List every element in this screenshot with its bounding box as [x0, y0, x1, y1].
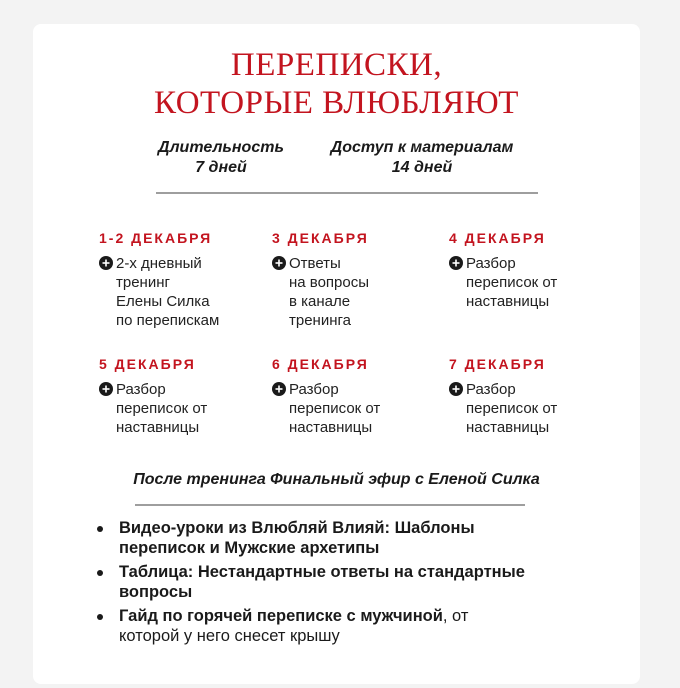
plus-circle-icon [272, 256, 286, 270]
schedule-line: переписок от [116, 400, 208, 417]
bonus-line-rest: , от [442, 607, 469, 625]
schedule-item [272, 356, 442, 437]
schedule-line: Разбор [466, 255, 516, 272]
bonus-line: вопросы [119, 583, 193, 601]
page-title [33, 46, 640, 122]
schedule-item [272, 230, 442, 330]
after-training-note: После тренинга Финальный эфир с Еленой Силка [133, 471, 540, 488]
schedule-description [272, 380, 442, 437]
title-line-2: КОТОРЫЕ ВЛЮБЛЯЮТ [154, 85, 519, 121]
schedule-item [99, 230, 269, 330]
access-value: 14 дней [391, 159, 453, 176]
title-line-1: ПЕРЕПИСКИ, [230, 47, 443, 83]
schedule-line: на вопросы [289, 274, 370, 291]
schedule-line: по перепискам [116, 312, 220, 329]
list-item [97, 606, 597, 646]
schedule-date: 1-2 ДЕКАБРЯ [99, 230, 213, 246]
schedule-description [272, 254, 442, 330]
bonus-line: которой у него снесет крышу [119, 627, 340, 645]
schedule-line: переписок от [466, 400, 558, 417]
schedule-line: Разбор [289, 381, 339, 398]
schedule-date: 5 ДЕКАБРЯ [99, 356, 196, 372]
schedule-date: 7 ДЕКАБРЯ [449, 356, 546, 372]
duration-value: 7 дней [195, 159, 247, 176]
plus-circle-icon [99, 256, 113, 270]
schedule-date: 6 ДЕКАБРЯ [272, 356, 369, 372]
bullet-dot-icon [97, 570, 103, 576]
schedule-description [99, 254, 269, 330]
schedule-item [449, 230, 619, 311]
schedule-line: наставницы [466, 293, 550, 310]
bonus-line: Таблица: Нестандартные ответы на стандартные [119, 563, 525, 581]
schedule-line: Разбор [466, 381, 516, 398]
program-card [33, 24, 640, 684]
plus-circle-icon [272, 382, 286, 396]
schedule-item [449, 356, 619, 437]
bullet-dot-icon [97, 614, 103, 620]
schedule-line: Ответы [289, 255, 341, 272]
schedule-description [99, 380, 269, 437]
access-block [317, 138, 527, 178]
list-item [97, 518, 597, 558]
schedule-line: Елены Силка [116, 293, 210, 310]
bullet-dot-icon [97, 526, 103, 532]
bonus-line-strong: Гайд по горячей переписке с мужчиной [119, 607, 443, 625]
schedule-line: переписок от [289, 400, 381, 417]
schedule-line: наставницы [289, 419, 373, 436]
plus-circle-icon [449, 382, 463, 396]
divider-top [156, 192, 538, 194]
schedule-date: 3 ДЕКАБРЯ [272, 230, 369, 246]
bonus-line: Видео-уроки из Влюбляй Влияй: Шаблоны [119, 519, 475, 537]
duration-label: Длительность [158, 139, 284, 156]
schedule-line: тренинга [289, 312, 351, 329]
schedule-description [449, 254, 619, 311]
schedule-line: наставницы [466, 419, 550, 436]
schedule-line: тренинг [116, 274, 170, 291]
bonus-list [97, 518, 597, 650]
schedule-line: 2-х дневный [116, 255, 202, 272]
schedule-line: в канале [289, 293, 351, 310]
list-item [97, 562, 597, 602]
schedule-line: переписок от [466, 274, 558, 291]
schedule-item [99, 356, 269, 437]
schedule-line: Разбор [116, 381, 166, 398]
divider-bottom [135, 504, 525, 506]
schedule-description [449, 380, 619, 437]
schedule-line: наставницы [116, 419, 200, 436]
plus-circle-icon [449, 256, 463, 270]
schedule-date: 4 ДЕКАБРЯ [449, 230, 546, 246]
bonus-line: переписок и Мужские архетипы [119, 539, 380, 557]
duration-block [151, 138, 291, 178]
plus-circle-icon [99, 382, 113, 396]
access-label: Доступ к материалам [330, 139, 514, 156]
